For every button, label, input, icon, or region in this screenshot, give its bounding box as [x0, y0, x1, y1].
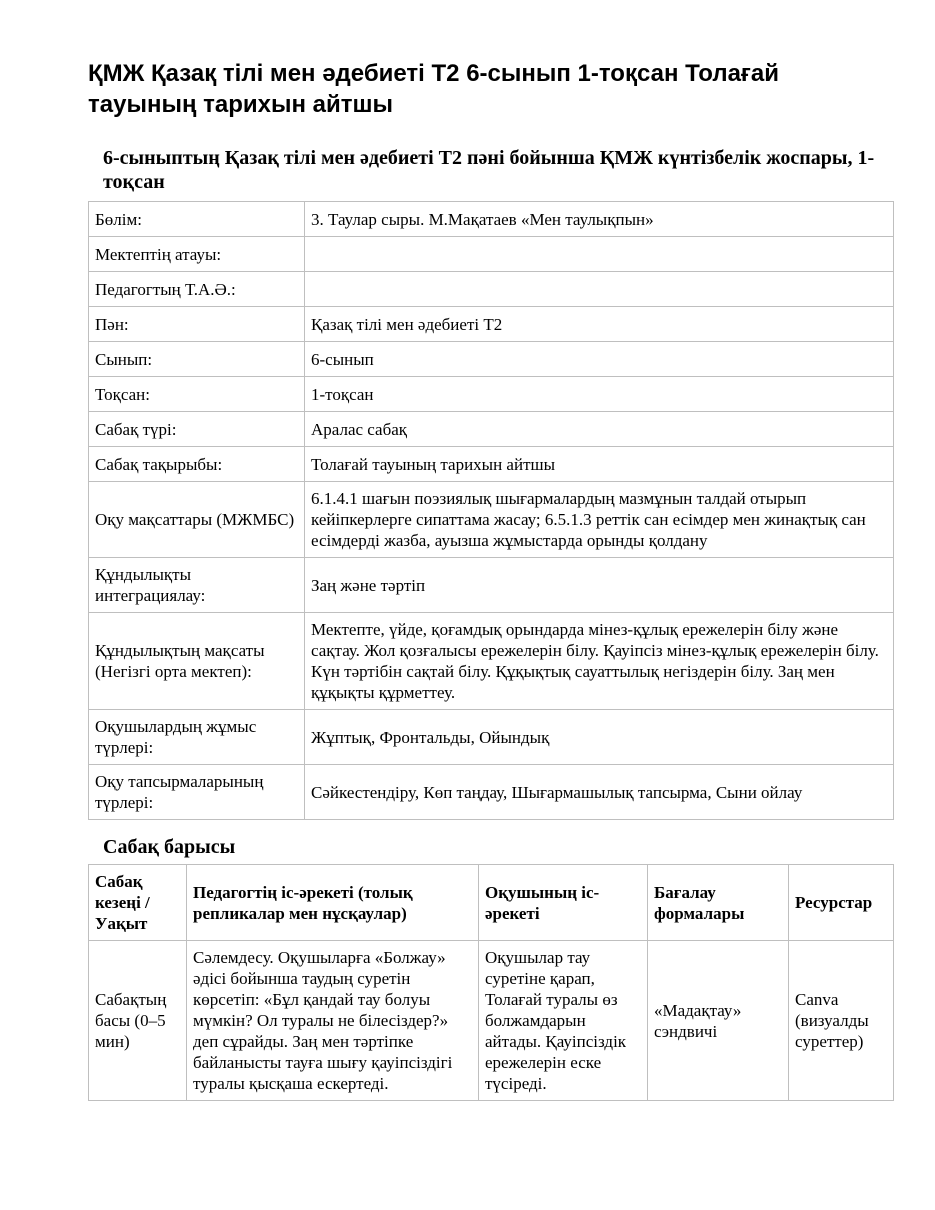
flow-student-activity: Оқушылар тау суретіне қарап, Толағай туралы өз болжамдарын айтады. Қауіпсіздік ережелерін еске түсіреді.: [479, 941, 648, 1101]
info-value: 1-тоқсан: [305, 377, 894, 412]
flow-stage: Сабақтың басы (0–5 мин): [89, 941, 187, 1101]
document-title: ҚМЖ Қазақ тілі мен әдебиеті Т2 6-сынып 1-тоқсан Толағай тауының тарихын айтшы: [88, 60, 780, 118]
lesson-info-body: [89, 202, 894, 820]
flow-assessment: «Мадақтау» сэндвичі: [648, 941, 789, 1101]
info-label: Сабақ түрі:: [89, 412, 305, 447]
info-label: Құндылықтың мақсаты (Негізгі орта мектеп):: [89, 613, 305, 710]
info-value: Мектепте, үйде, қоғамдық орындарда мінез-құлық ережелерін білу және сақтау. Жол қозғалысы ережелерін білу. Қауіпсіз мінез-құлық ережелерін білу. Күн тәртібін сақтай білу. Құқықтық сауаттылық негіздерін білу. Заң мен құқықты құрметтеу.: [305, 613, 894, 710]
info-value: 6-сынып: [305, 342, 894, 377]
info-value: Толағай тауының тарихын айтшы: [305, 447, 894, 482]
flow-header-row: [89, 865, 894, 941]
info-value: [305, 237, 894, 272]
flow-row: [89, 941, 894, 1101]
info-value: Сәйкестендіру, Көп таңдау, Шығармашылық тапсырма, Сыни ойлау: [305, 765, 894, 820]
info-row: [89, 377, 894, 412]
info-row: [89, 765, 894, 820]
plan-heading: 6-сыныптың Қазақ тілі мен әдебиеті Т2 пәні бойынша ҚМЖ күнтізбелік жоспары, 1-тоқсан: [103, 147, 875, 193]
lesson-info-table: [88, 201, 894, 820]
info-row: [89, 613, 894, 710]
column-header-teacher-activity: Педагогтің іс-әрекеті (толық репликалар мен нұсқаулар): [187, 865, 479, 941]
info-value: [305, 272, 894, 307]
flow-teacher-activity: Сәлемдесу. Оқушыларға «Болжау» әдісі бойынша таудың суретін көрсетіп: «Бұл қандай тау болуы мүмкін? Ол туралы не білесіздер?» деп сұрайды. Заң мен тәртіпке байланысты тауға шығу қауіпсіздігі туралы қысқаша ескертеді.: [187, 941, 479, 1101]
info-row: [89, 307, 894, 342]
info-row: [89, 558, 894, 613]
info-label: Пән:: [89, 307, 305, 342]
info-label: Оқу мақсаттары (МЖМБС): [89, 482, 305, 558]
info-row: [89, 447, 894, 482]
info-row: [89, 412, 894, 447]
column-header-student-activity: Оқушының іс-әрекеті: [479, 865, 648, 941]
document-page: [88, 58, 893, 1101]
lesson-flow-heading: Сабақ барысы: [103, 836, 236, 858]
info-label: Педагогтың Т.А.Ә.:: [89, 272, 305, 307]
info-row: [89, 202, 894, 237]
lesson-flow-table: [88, 864, 894, 1101]
info-row: [89, 482, 894, 558]
column-header-stage: Сабақ кезеңі / Уақыт: [89, 865, 187, 941]
column-header-resources: Ресурстар: [789, 865, 894, 941]
column-header-assessment: Бағалау формалары: [648, 865, 789, 941]
flow-resources: Canva (визуалды суреттер): [789, 941, 894, 1101]
info-label: Құндылықты интеграциялау:: [89, 558, 305, 613]
info-value: 3. Таулар сыры. М.Мақатаев «Мен таулықпын»: [305, 202, 894, 237]
info-label: Мектептің атауы:: [89, 237, 305, 272]
info-value: Жұптық, Фронтальды, Ойындық: [305, 710, 894, 765]
info-label: Оқу тапсырмаларының түрлері:: [89, 765, 305, 820]
info-row: [89, 710, 894, 765]
info-value: Заң және тәртіп: [305, 558, 894, 613]
info-row: [89, 237, 894, 272]
info-label: Сынып:: [89, 342, 305, 377]
info-label: Бөлім:: [89, 202, 305, 237]
info-value: Аралас сабақ: [305, 412, 894, 447]
info-value: 6.1.4.1 шағын поэзиялық шығармалардың мазмұнын талдай отырып кейіпкерлерге сипаттама жасау; 6.5.1.3 реттік сан есімдер мен жинақтық сан есімдерді жазба, ауызша жұмыстарда орынды қолдану: [305, 482, 894, 558]
info-label: Тоқсан:: [89, 377, 305, 412]
info-value: Қазақ тілі мен әдебиеті Т2: [305, 307, 894, 342]
info-row: [89, 272, 894, 307]
info-label: Сабақ тақырыбы:: [89, 447, 305, 482]
info-row: [89, 342, 894, 377]
info-label: Оқушылардың жұмыс түрлері:: [89, 710, 305, 765]
